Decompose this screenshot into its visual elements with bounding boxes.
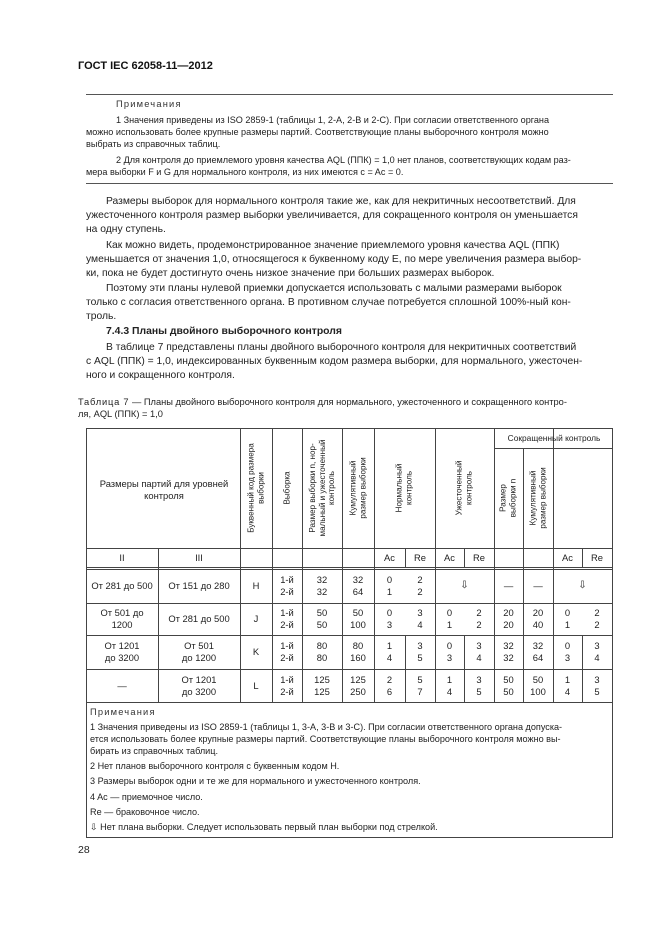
body-text: В таблице 7 представлены планы двойного выборочного контроля для некритичных соответствий [106,342,577,353]
table-cell: — [503,580,514,591]
table-cell: 0 1 [446,607,453,630]
body-text: на одну ступень. [86,224,166,235]
table-note-line: бирать из справочных таблиц. [90,746,218,756]
header-cumulative: Кумулятивный размер выборки [348,457,367,519]
table-caption-text: — Планы двойного выборочного контроля для нормального, ужесточенного и сокращенного контро- [129,397,567,407]
body-text: Поэтому эти планы нулевой приемки допускается использовать с малыми размерами выборок [106,283,562,294]
table-note-line: 4 Ac — приемочное число. [90,792,203,802]
table-cell: 50 100 [350,607,366,630]
body-text: с AQL (ППК) = 1,0, индексированных буквенным кодом размера выборки, для нормального, ужесточен- [86,356,583,367]
table-note-line: ⇩ Нет плана выборки. Следует использовать первый план выборки под стрелкой. [90,822,438,832]
table-cell: От 151 до 280 [168,580,230,591]
header-ac: Ac [562,552,573,563]
table-note-line: Re — браковочное число. [90,807,200,817]
table-cell: 2 6 [386,674,393,697]
table-cell: От 501 до 1200 [100,607,144,630]
table-cell: 1 4 [386,640,393,663]
down-arrow-icon: ⇩ [460,580,469,591]
notes-box [86,94,613,184]
body-text: ужесточенного контроля размер выборки увеличивается, для сокращенного контроля он уменьшается [86,210,578,221]
body-text: ки, пока не будет достигнуто очень низкое значение при больших размерах выборок. [86,268,495,279]
header-ac: Ac [444,552,455,563]
body-text: троль. [86,311,117,322]
table-cell: 50 100 [530,674,546,697]
table-cell: 50 50 [316,607,328,630]
table-cell: От 1201 до 3200 [181,674,217,697]
table-cell: От 501 до 1200 [181,640,217,663]
header-re: Re [473,552,485,563]
table-cell: 32 32 [503,640,514,663]
table-cell: 2 2 [417,574,423,597]
table-cell: — [117,680,127,691]
sampling-table [86,428,613,838]
header-normal: Нормальный контроль [394,463,413,513]
table-cell: 1 4 [564,674,571,697]
table-note-line: 2 Нет планов выборочного контроля с буквенным кодом H. [90,761,340,771]
table-cell: 3 4 [476,640,482,663]
table-cell: 80 80 [316,640,328,663]
table-cell: 0 3 [386,607,393,630]
table-cell: 1 4 [446,674,453,697]
header-sample-size: Размер выборки n, нор- мальный и ужесточенный контроль [307,439,336,537]
table-cell: 0 3 [564,640,571,663]
table-caption [78,397,567,407]
section-heading: 7.4.3 Планы двойного выборочного контроля [106,326,342,337]
table-cell: От 281 до 500 [91,580,153,591]
table-cell: 80 160 [350,640,366,663]
page-number: 28 [78,844,90,856]
table-cell: 2 2 [594,607,600,630]
table-cell: L [253,680,259,691]
table-cell: 125 250 [350,674,366,697]
note-line: можно использовать более крупные размеры партий. Соответствующие планы выборочного контроля можно [86,127,549,137]
table-note-line: ется использовать более крупные размеры партий. Соответствующие планы выборочного контроля можно вы- [90,734,561,744]
header-re: Re [591,552,603,563]
table-note-line: 1 Значения приведены из ISO 2859-1 (таблицы 1, 3-A, 3-B и 3-C). При согласии ответственного органа допуска- [90,722,563,732]
table-note-line: 3 Размеры выборок одни и те же для нормального и ужесточенного контроля. [90,776,421,786]
table-cell: 3 5 [476,674,482,697]
note-line: мера выборки F и G для нормального контроля, из них имеются c = Ac = 0. [86,167,404,177]
header-reduced: Сокращенный контроль [507,433,601,443]
body-text: Как можно видеть, продемонстрированное значение приемлемого уровня качества AQL (ППК) [106,240,560,251]
table-cell: 32 64 [352,574,364,597]
table-cell: 50 50 [503,674,514,697]
note-line: 2 Для контроля до приемлемого уровня качества AQL (ППК) = 1,0 нет планов, соответствующих кодам раз- [116,155,571,165]
table-cell: От 1201 до 3200 [104,640,140,663]
table-cell: 32 32 [316,574,328,597]
table-cell: 0 3 [446,640,453,663]
table-cell: K [252,646,260,657]
table-cell: 3 5 [594,674,600,697]
table-cell: 0 1 [386,574,393,597]
notes-title: Примечания [116,99,182,109]
header-ac: Ac [384,552,395,563]
header-level-iii: III [195,552,203,563]
table-cell: 5 7 [417,674,423,697]
table-cell: 3 4 [417,607,423,630]
table-cell: От 281 до 500 [168,613,230,624]
header-tightened: Ужесточенный контроль [454,460,473,516]
table-cell: 0 1 [564,607,571,630]
table-cell: 2 2 [476,607,482,630]
table-cell: 1-й 2-й [280,640,294,663]
table-cell: 3 4 [594,640,600,663]
down-arrow-icon: ⇩ [578,580,587,591]
table-cell: 32 64 [532,640,544,663]
body-text: Размеры выборок для нормального контроля такие же, как для некритичных несоответствий. Для [106,196,576,207]
table-notes-title: Примечания [90,707,156,717]
table-caption-line2: ля, AQL (ППК) = 1,0 [78,409,163,419]
header-lot-sizes: Размеры партий для уровней контроля [99,478,229,501]
table-cell: 1-й 2-й [280,674,294,697]
header-level-ii: II [119,552,125,563]
body-text: ного и сокращенного контроля. [86,370,235,381]
body-text: уменьшается от значения 1,0, относящегося к буквенному коду E, по мере увеличения размера выбор- [86,254,582,265]
table-cell: 1-й 2-й [280,607,294,630]
header-reduced-cumulative: Кумулятивный размер выборки [528,467,547,529]
header-reduced-sample: Размер выборки n [498,478,517,518]
table-cell: 125 125 [314,674,330,697]
body-text: только с согласия ответственного органа. В противном случае потребуется сплошной 100%-ный кон- [86,297,571,308]
note-line: выбрать из справочных таблиц. [86,139,221,149]
table-cell: 1-й 2-й [280,574,294,597]
table-cell: 3 5 [417,640,423,663]
table-cell: 20 20 [503,607,514,630]
header-re: Re [414,552,426,563]
table-cell: — [533,580,543,591]
table-cell: H [252,580,260,591]
note-line: 1 Значения приведены из ISO 2859-1 (таблицы 1, 2-A, 2-B и 2-C). При согласии ответственного органа [116,115,550,125]
table-cell: J [253,613,259,624]
table-cell: 20 40 [532,607,544,630]
table-caption-label: Таблица 7 [78,397,130,407]
header-letter-code: Буквенный код размера выборки [246,443,265,533]
document-header: ГОСТ IEC 62058-11—2012 [78,60,213,72]
header-sample: Выборка [282,471,292,505]
